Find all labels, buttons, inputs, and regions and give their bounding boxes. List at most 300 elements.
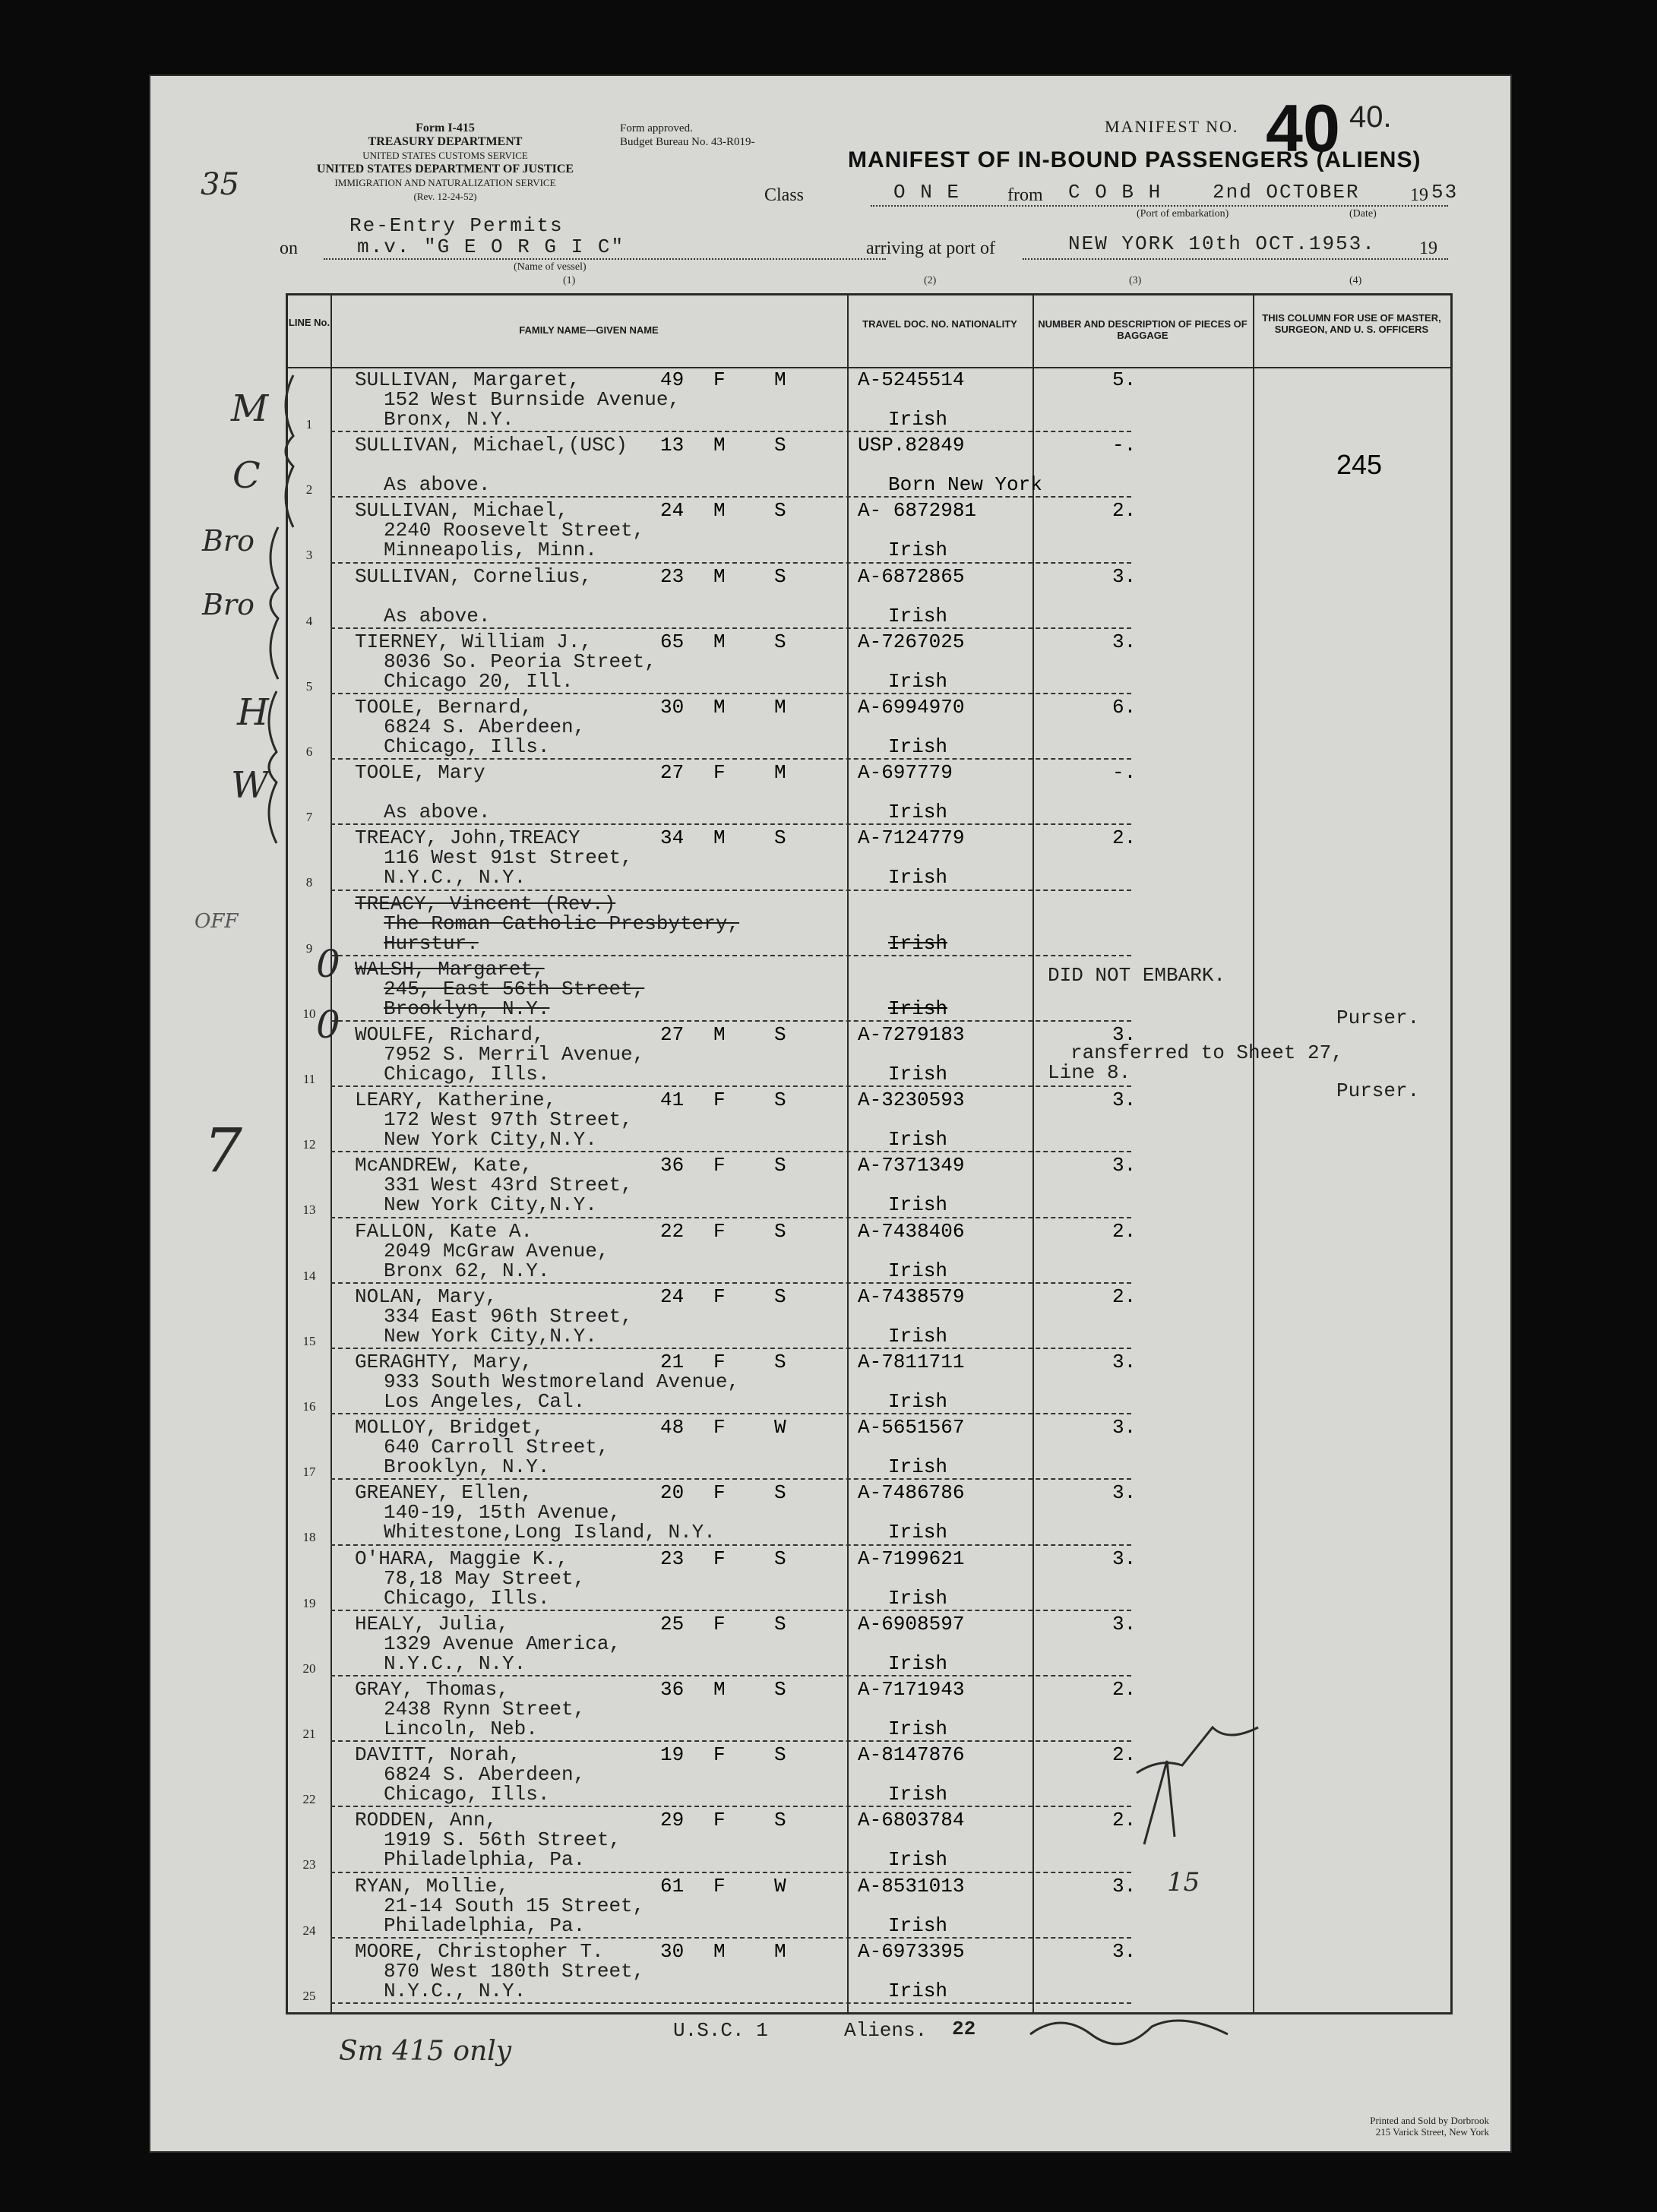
line-number: 2	[305, 482, 313, 498]
hand-bro-2: Bro	[202, 588, 255, 621]
passenger-age: 65	[660, 630, 685, 653]
hand-seven: 7	[204, 1115, 242, 1186]
travel-doc-number: A-3230593	[858, 1089, 965, 1112]
line-number: 3	[305, 548, 313, 563]
marital-status: S	[774, 1547, 786, 1570]
marital-status: S	[774, 434, 786, 457]
baggage-count: 3.	[1112, 1154, 1137, 1177]
passenger-name: MOORE, Christopher T.	[355, 1939, 604, 1963]
address-line-1: 640 Carroll Street,	[384, 1436, 609, 1459]
passenger-age: 30	[660, 1939, 685, 1963]
travel-doc-number: A-6803784	[858, 1809, 965, 1832]
col-header-name: FAMILY NAME—GIVEN NAME	[519, 324, 659, 336]
nationality: Irish	[888, 604, 948, 627]
address-line-2: Chicago, Ills.	[384, 1586, 550, 1610]
passenger-name: HEALY, Julia,	[355, 1612, 509, 1635]
nationality: Irish	[888, 1324, 948, 1348]
passenger-name: LEARY, Katherine,	[355, 1089, 557, 1112]
arriving-label: arriving at port of	[866, 239, 995, 258]
address-line-2: N.Y.C., N.Y.	[384, 866, 527, 890]
hand-bottom-note: Sm 415 only	[339, 2036, 512, 2067]
address-line-2: Chicago 20, Ill.	[384, 669, 574, 693]
passenger-age: 34	[660, 826, 685, 850]
passenger-name: O'HARA, Maggie K.,	[355, 1547, 568, 1570]
passenger-age: 48	[660, 1416, 685, 1439]
col-num-3: (3)	[1129, 275, 1142, 286]
nationality: Irish	[888, 669, 948, 693]
nationality: Irish	[888, 1979, 948, 2002]
address-line-2: New York City,N.Y.	[384, 1324, 597, 1348]
marital-status: S	[774, 1743, 786, 1767]
line-number: 17	[302, 1465, 316, 1480]
marital-status: M	[774, 696, 786, 719]
baggage-count: 3.	[1112, 1547, 1137, 1570]
address-line-2: Whitestone,Long Island, N.Y.	[384, 1521, 716, 1544]
address-line-1: 2049 McGraw Avenue,	[384, 1239, 609, 1262]
address-line-2: Bronx, N.Y.	[384, 408, 514, 431]
passenger-name: TOOLE, Mary	[355, 761, 485, 785]
passenger-age: 36	[660, 1154, 685, 1177]
passenger-age: 23	[660, 564, 685, 588]
line-number: 24	[302, 1923, 316, 1938]
passenger-sex: F	[713, 1219, 726, 1243]
marital-status: S	[774, 1678, 786, 1701]
address-line-1: 334 East 96th Street,	[384, 1304, 633, 1328]
printer-name: Printed and Sold by Dorbrook	[1370, 2115, 1489, 2126]
address-line-1: 933 South Westmoreland Avenue,	[384, 1370, 740, 1393]
address-line-1: The Roman Catholic Presbytery,	[384, 912, 740, 935]
baggage-count: 2.	[1112, 1285, 1137, 1308]
customs-service: UNITED STATES CUSTOMS SERVICE	[362, 150, 528, 161]
marital-status: S	[774, 1219, 786, 1243]
passenger-age: 25	[660, 1612, 685, 1635]
on-label: on	[280, 239, 298, 258]
passenger-name: DAVITT, Norah,	[355, 1743, 521, 1767]
ins-service: IMMIGRATION AND NATURALIZATION SERVICE	[334, 177, 556, 188]
passenger-sex: F	[713, 1154, 726, 1177]
baggage-count: 3.	[1112, 630, 1137, 653]
travel-doc-number: A-7438579	[858, 1285, 965, 1308]
passenger-name: SULLIVAN, Michael,	[355, 499, 568, 523]
marital-status: S	[774, 1285, 786, 1308]
passenger-age: 21	[660, 1351, 685, 1373]
line-number: 9	[305, 940, 313, 956]
address-line-1: 1919 S. 56th Street,	[384, 1828, 621, 1852]
address-line-2: Lincoln, Neb.	[384, 1717, 538, 1740]
address-line-1: 172 West 97th Street,	[384, 1108, 633, 1132]
travel-doc-number: A-8531013	[858, 1874, 965, 1898]
passenger-name: SULLIVAN, Michael,(USC)	[355, 434, 628, 457]
transferred-note: ransferred to Sheet 27,	[1070, 1041, 1343, 1064]
passenger-name: TREACY, John,TREACY	[355, 826, 580, 850]
passenger-age: 27	[660, 761, 685, 785]
passenger-age: 24	[660, 499, 685, 523]
embarkation-date: 2nd OCTOBER	[1213, 181, 1360, 204]
nationality: Irish	[888, 1455, 948, 1479]
line-number: 14	[302, 1268, 316, 1283]
passenger-age: 24	[660, 1285, 685, 1308]
travel-doc-number: A-6994970	[858, 696, 965, 719]
passenger-sex: F	[713, 1089, 726, 1112]
passenger-sex: M	[713, 434, 726, 457]
passenger-name: FALLON, Kate A.	[355, 1219, 533, 1243]
passenger-age: 23	[660, 1547, 685, 1570]
passenger-name: SULLIVAN, Margaret,	[355, 368, 580, 391]
nationality: Irish	[888, 1193, 948, 1217]
line-number: 10	[302, 1006, 316, 1021]
passenger-name: MOLLOY, Bridget,	[355, 1416, 545, 1439]
manifest-number-alt: 40.	[1349, 100, 1392, 134]
purser-note-1: Purser.	[1336, 1006, 1420, 1029]
manifest-no-label: MANIFEST NO.	[1105, 117, 1239, 136]
passenger-sex: M	[713, 1678, 726, 1701]
marital-status: S	[774, 499, 786, 523]
line-number: 20	[302, 1661, 316, 1676]
hand-zero-1: 0	[316, 942, 340, 986]
col-header-baggage: NUMBER AND DESCRIPTION OF PIECES OF BAGGAGE	[1038, 318, 1247, 341]
did-not-embark-note: DID NOT EMBARK.	[1048, 964, 1226, 987]
address-line-1: 8036 So. Peoria Street,	[384, 649, 656, 673]
port-caption: (Port of embarkation)	[1137, 208, 1229, 220]
address-line-1: 2438 Rynn Street,	[384, 1698, 586, 1721]
travel-doc-number: A-7171943	[858, 1678, 965, 1701]
passenger-age: 29	[660, 1809, 685, 1832]
address-line-1: 1329 Avenue America,	[384, 1632, 621, 1655]
line-number: 22	[302, 1792, 316, 1807]
passenger-sex: M	[713, 1023, 726, 1046]
travel-doc-number: A-7438406	[858, 1219, 965, 1243]
year-prefix: 19	[1410, 185, 1428, 205]
passenger-sex: M	[713, 630, 726, 653]
line-number: 23	[302, 1857, 316, 1872]
passenger-name: NOLAN, Mary,	[355, 1285, 498, 1308]
nationality: Irish	[888, 1586, 948, 1610]
vessel-name: m.v. "G E O R G I C"	[357, 235, 625, 258]
baggage-count: 3.	[1112, 1874, 1137, 1898]
arrival-port-date: NEW YORK 10th OCT.1953.	[1068, 232, 1376, 255]
address-line-1: 140-19, 15th Avenue,	[384, 1501, 621, 1525]
travel-doc-number: A- 6872981	[858, 499, 977, 523]
travel-doc-number: A-7486786	[858, 1481, 965, 1505]
passenger-name: GRAY, Thomas,	[355, 1678, 509, 1701]
address-line-2: Hurstur.	[384, 931, 479, 955]
nationality: Irish	[888, 997, 948, 1020]
nationality: Irish	[888, 408, 948, 431]
line-number: 13	[302, 1202, 316, 1218]
address-line-2: Philadelphia, Pa.	[384, 1848, 586, 1872]
nationality: Irish	[888, 1259, 948, 1282]
line-number: 11	[302, 1072, 316, 1086]
col-header-travel-doc: TRAVEL DOC. NO. NATIONALITY	[862, 318, 1017, 330]
baggage-count: 2.	[1112, 1219, 1137, 1243]
nationality: Irish	[888, 1717, 948, 1740]
passenger-sex: F	[713, 761, 726, 785]
col-header-officers: THIS COLUMN FOR USE OF MASTER, SURGEON, AND U. S. OFFICERS	[1262, 312, 1441, 335]
baggage-count: 3.	[1112, 1481, 1137, 1505]
col-header-line-no: LINE No.	[288, 317, 330, 328]
address-line-2: N.Y.C., N.Y.	[384, 1651, 527, 1675]
passenger-age: 27	[660, 1023, 685, 1046]
line-number: 21	[302, 1727, 316, 1741]
passenger-name: GREANEY, Ellen,	[355, 1481, 533, 1505]
marital-status: S	[774, 1612, 786, 1635]
vessel-caption: (Name of vessel)	[514, 261, 587, 273]
travel-doc-number: A-7199621	[858, 1547, 965, 1570]
nationality: Irish	[888, 866, 948, 890]
address-line-1: 331 West 43rd Street,	[384, 1174, 633, 1197]
nationality: Irish	[888, 1128, 948, 1152]
col-num-2: (2)	[924, 275, 937, 286]
travel-doc-number: A-7267025	[858, 630, 965, 653]
address-line-2: Minneapolis, Minn.	[384, 539, 597, 562]
passenger-name: GERAGHTY, Mary,	[355, 1351, 533, 1373]
line-note: Line 8.	[1048, 1061, 1131, 1084]
baggage-count: 2.	[1112, 499, 1137, 523]
budget-bureau: Budget Bureau No. 43-R019-	[620, 136, 755, 148]
hand-w: W	[231, 764, 269, 807]
address-line-2: New York City,N.Y.	[384, 1193, 597, 1217]
baggage-count: -.	[1112, 434, 1137, 457]
address-line-1: 6824 S. Aberdeen,	[384, 1763, 586, 1787]
address-line-1: 152 West Burnside Avenue,	[384, 388, 681, 411]
passenger-sex: F	[713, 1481, 726, 1505]
line-number: 8	[305, 875, 313, 890]
treasury-dept: TREASURY DEPARTMENT	[368, 135, 523, 148]
passenger-sex: M	[713, 564, 726, 588]
passenger-sex: F	[713, 1743, 726, 1767]
line-number: 6	[305, 744, 313, 759]
address-line-2: Bronx 62, N.Y.	[384, 1259, 550, 1282]
marital-status: S	[774, 1023, 786, 1046]
passenger-name: WOULFE, Richard,	[355, 1023, 545, 1046]
address-line-1: 245, East 56th Street,	[384, 977, 645, 1000]
marital-status: S	[774, 1089, 786, 1112]
travel-doc-number: A-6908597	[858, 1612, 965, 1635]
nationality: Irish	[888, 1913, 948, 1937]
baggage-count: 3.	[1112, 1023, 1137, 1046]
address-line-2: Philadelphia, Pa.	[384, 1913, 586, 1937]
arrival-year: 19	[1419, 239, 1437, 258]
passenger-sex: F	[713, 1612, 726, 1635]
justice-dept: UNITED STATES DEPARTMENT OF JUSTICE	[316, 163, 574, 175]
aliens-count: 22	[952, 2018, 976, 2040]
page-title: MANIFEST OF IN-BOUND PASSENGERS (ALIENS)	[848, 147, 1421, 172]
passenger-name: TIERNEY, William J.,	[355, 630, 593, 653]
line-number: 18	[302, 1530, 316, 1545]
passenger-sex: M	[713, 1939, 726, 1963]
travel-doc-number: A-7279183	[858, 1023, 965, 1046]
address-line-1: 21-14 South 15 Street,	[384, 1894, 645, 1917]
reentry-permits: Re-Entry Permits	[349, 214, 564, 237]
address-line-1: 870 West 180th Street,	[384, 1959, 645, 1983]
line-number: 15	[302, 1333, 316, 1348]
hand-h: H	[237, 691, 269, 734]
passenger-age: 49	[660, 368, 685, 391]
passenger-age: 20	[660, 1481, 685, 1505]
passenger-sex: F	[713, 1547, 726, 1570]
marital-status: M	[774, 368, 786, 391]
passenger-name: McANDREW, Kate,	[355, 1154, 533, 1177]
travel-doc-number: A-6973395	[858, 1939, 965, 1963]
nationality: Irish	[888, 539, 948, 562]
nationality: Irish	[888, 1651, 948, 1675]
purser-note-2: Purser.	[1336, 1079, 1420, 1102]
handwritten-strokes	[149, 74, 1512, 2153]
address-line-2: As above.	[384, 801, 491, 824]
baggage-count: 3.	[1112, 1939, 1137, 1963]
form-number: Form I-415	[416, 122, 475, 134]
nationality: Irish	[888, 1848, 948, 1872]
travel-doc-number: A-7371349	[858, 1154, 965, 1177]
travel-doc-number: A-7811711	[858, 1351, 965, 1373]
travel-doc-number: A-697779	[858, 761, 953, 785]
manifest-number: 40	[1266, 90, 1340, 166]
travel-doc-number: USP.82849	[858, 434, 965, 457]
usc-count: U.S.C. 1	[673, 2019, 768, 2042]
address-line-2: Chicago, Ills.	[384, 1783, 550, 1806]
baggage-count: 2.	[1112, 1743, 1137, 1767]
port-of-embarkation: C O B H	[1068, 181, 1162, 204]
nationality: Born New York	[888, 473, 1042, 497]
nationality: Irish	[888, 1521, 948, 1544]
address-line-2: New York City,N.Y.	[384, 1128, 597, 1152]
passenger-age: 41	[660, 1089, 685, 1112]
passenger-age: 19	[660, 1743, 685, 1767]
col-num-4: (4)	[1349, 275, 1362, 286]
marital-status: S	[774, 1481, 786, 1505]
hand-c: C	[232, 454, 261, 497]
nationality: Irish	[888, 931, 948, 955]
marital-status: S	[774, 1809, 786, 1832]
marital-status: S	[774, 1154, 786, 1177]
off-mark: OFF	[194, 910, 239, 933]
printer-address: 215 Varick Street, New York	[1375, 2126, 1489, 2138]
date-caption: (Date)	[1349, 208, 1377, 220]
marital-status: M	[774, 761, 786, 785]
passenger-sex: M	[713, 499, 726, 523]
year-value: 53	[1431, 181, 1459, 204]
line-number: 1	[305, 417, 313, 431]
line-number: 16	[302, 1399, 316, 1414]
passenger-name: SULLIVAN, Cornelius,	[355, 564, 593, 588]
nationality: Irish	[888, 735, 948, 758]
address-line-2: As above.	[384, 473, 491, 497]
form-approved-text: Form approved.	[620, 122, 693, 134]
passenger-age: 36	[660, 1678, 685, 1701]
baggage-count: 2.	[1112, 826, 1137, 850]
baggage-count: 3.	[1112, 1416, 1137, 1439]
baggage-count: 3.	[1112, 1351, 1137, 1373]
passenger-age: 22	[660, 1219, 685, 1243]
address-line-2: Los Angeles, Cal.	[384, 1390, 586, 1413]
marital-status: W	[774, 1874, 786, 1898]
address-line-2: Chicago, Ills.	[384, 1063, 550, 1085]
nationality: Irish	[888, 1390, 948, 1413]
marital-status: S	[774, 630, 786, 653]
address-line-1: 7952 S. Merril Avenue,	[384, 1043, 645, 1066]
baggage-count: 5.	[1112, 368, 1137, 391]
passenger-sex: F	[713, 1416, 726, 1439]
travel-doc-number: A-5245514	[858, 368, 965, 391]
passenger-name: TOOLE, Bernard,	[355, 696, 533, 719]
address-line-1: 6824 S. Aberdeen,	[384, 716, 586, 738]
passenger-sex: F	[713, 1809, 726, 1832]
class-label: Class	[764, 185, 805, 205]
address-line-2: As above.	[384, 604, 491, 627]
aliens-label: Aliens.	[844, 2019, 928, 2042]
baggage-count: 3.	[1112, 1089, 1137, 1112]
marital-status: M	[774, 1939, 786, 1963]
travel-doc-number: A-8147876	[858, 1743, 965, 1767]
travel-doc-number: A-5651567	[858, 1416, 965, 1439]
passenger-age: 30	[660, 696, 685, 719]
passenger-sex: F	[713, 1285, 726, 1308]
nationality: Irish	[888, 1063, 948, 1085]
baggage-count: 2.	[1112, 1809, 1137, 1832]
address-line-2: Brooklyn, N.Y.	[384, 997, 550, 1020]
address-line-1: 2240 Roosevelt Street,	[384, 519, 645, 542]
nationality: Irish	[888, 801, 948, 824]
passenger-sex: F	[713, 368, 726, 391]
revision: (Rev. 12-24-52)	[413, 191, 477, 202]
baggage-count: 3.	[1112, 1612, 1137, 1635]
passenger-name: RYAN, Mollie,	[355, 1874, 509, 1898]
passenger-sex: M	[713, 826, 726, 850]
passenger-name: WALSH, Margaret,	[355, 957, 545, 981]
marital-status: S	[774, 1351, 786, 1373]
passenger-name: TREACY, Vincent (Rev.)	[355, 892, 616, 915]
address-line-2: Brooklyn, N.Y.	[384, 1455, 550, 1479]
baggage-count: 3.	[1112, 564, 1137, 588]
passenger-sex: F	[713, 1874, 726, 1898]
from-label: from	[1007, 185, 1043, 205]
passenger-sex: F	[713, 1351, 726, 1373]
hand-right-mark: 15	[1167, 1867, 1200, 1898]
baggage-count: 2.	[1112, 1678, 1137, 1701]
class-value: O N E	[893, 181, 961, 204]
baggage-count: -.	[1112, 761, 1137, 785]
hand-bro-1: Bro	[202, 524, 255, 558]
officer-note: 245	[1336, 449, 1383, 481]
address-line-2: Chicago, Ills.	[384, 735, 550, 758]
hand-zero-2: 0	[316, 1003, 340, 1047]
marital-status: S	[774, 564, 786, 588]
passenger-age: 13	[660, 434, 685, 457]
travel-doc-number: A-7124779	[858, 826, 965, 850]
line-number: 4	[305, 613, 313, 628]
address-line-2: N.Y.C., N.Y.	[384, 1979, 527, 2002]
passenger-name: RODDEN, Ann,	[355, 1809, 498, 1832]
hand-m: M	[231, 387, 269, 430]
marital-status: S	[774, 826, 786, 850]
passenger-age: 61	[660, 1874, 685, 1898]
baggage-count: 6.	[1112, 696, 1137, 719]
address-line-1: 78,18 May Street,	[384, 1566, 586, 1590]
travel-doc-number: A-6872865	[858, 564, 965, 588]
line-number: 12	[302, 1137, 316, 1152]
line-number: 5	[305, 678, 313, 694]
manifest-sheet	[149, 74, 1512, 2153]
line-number: 19	[302, 1595, 316, 1610]
col-num-1: (1)	[563, 275, 576, 286]
margin-number: 35	[201, 167, 239, 202]
line-number: 7	[305, 810, 313, 825]
passenger-sex: M	[713, 696, 726, 719]
address-line-1: 116 West 91st Street,	[384, 846, 633, 870]
nationality: Irish	[888, 1783, 948, 1806]
line-number: 25	[302, 1988, 316, 2003]
marital-status: W	[774, 1416, 786, 1439]
